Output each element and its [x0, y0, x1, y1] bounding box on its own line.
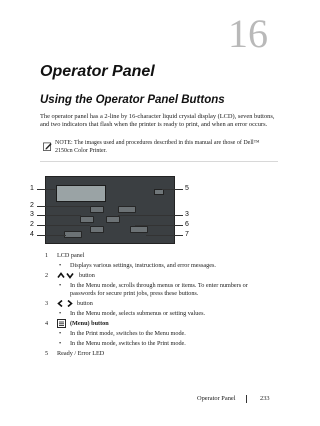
callout-2a: 2	[30, 202, 34, 209]
item-number: 4	[45, 320, 49, 327]
bullet: •	[59, 330, 62, 337]
panel-button-cancel	[130, 226, 148, 233]
callout-line	[37, 225, 90, 226]
left-right-arrows-icon	[57, 300, 73, 307]
bullet: •	[59, 282, 62, 289]
footer-separator	[246, 395, 247, 403]
callout-line	[37, 235, 66, 236]
callout-line	[162, 189, 183, 190]
item-number: 2	[45, 272, 49, 279]
lcd-display	[56, 185, 106, 202]
callout-1: 1	[30, 185, 34, 192]
callout-3a: 3	[30, 211, 34, 218]
bullet-text: In the Menu mode, switches to the Print mode.	[70, 340, 186, 347]
callout-line	[37, 215, 81, 216]
chapter-number: 16	[228, 11, 268, 56]
item-number: 3	[45, 300, 49, 307]
callout-line	[146, 235, 183, 236]
menu-icon	[57, 319, 66, 328]
page-number: 233	[260, 395, 270, 402]
item-label: LCD panel	[57, 252, 85, 259]
divider	[40, 161, 278, 162]
item-number: 1	[45, 252, 49, 259]
bullet-text: Displays various settings, instructions, and error messages.	[70, 262, 216, 269]
bullet-text: In the Print mode, switches to the Menu mode.	[70, 330, 186, 337]
callout-line	[37, 189, 55, 190]
item-label: button	[77, 300, 93, 307]
intro-paragraph: The operator panel has a 2-line by 16-character liquid crystal display (LCD), seven buttons, and two indicators that flash when the printer is ready to print, and when an error occurs.	[40, 113, 275, 129]
panel-button-set	[118, 206, 136, 213]
item-number: 5	[45, 350, 49, 357]
up-down-arrows-icon	[57, 272, 75, 279]
bullet-text: In the Menu mode, selects submenus or setting values.	[70, 310, 206, 317]
note-pencil-icon	[43, 142, 52, 151]
operator-panel-figure	[45, 176, 175, 244]
page-title: Operator Panel	[40, 63, 155, 80]
callout-line	[135, 225, 183, 226]
callout-5: 5	[185, 185, 189, 192]
callout-line	[118, 215, 183, 216]
item-label: button	[79, 272, 95, 279]
callout-6: 6	[185, 221, 189, 228]
footer-label: Operator Panel	[197, 395, 236, 402]
panel-button-left	[80, 216, 94, 223]
panel-button-down	[90, 226, 104, 233]
callout-2b: 2	[30, 221, 34, 228]
note-text: NOTE: The images used and procedures described in this manual are those of Dell™ 2150cn Color Printer.	[55, 140, 260, 154]
panel-button-menu	[64, 231, 82, 238]
bullet: •	[59, 262, 62, 269]
item-label: Ready / Error LED	[57, 350, 105, 357]
callout-4: 4	[30, 231, 34, 238]
callout-7: 7	[185, 231, 189, 238]
bullet-text: In the Menu mode, scrolls through menus or items. To enter numbers or passwords for secure print jobs, press these buttons.	[70, 282, 248, 297]
callout-3b: 3	[185, 211, 189, 218]
section-heading: Using the Operator Panel Buttons	[40, 94, 225, 106]
panel-button-up	[90, 206, 104, 213]
item-label: (Menu) button	[70, 320, 109, 327]
bullet: •	[59, 310, 62, 317]
panel-button-right	[106, 216, 120, 223]
bullet: •	[59, 340, 62, 347]
callout-line	[37, 206, 90, 207]
